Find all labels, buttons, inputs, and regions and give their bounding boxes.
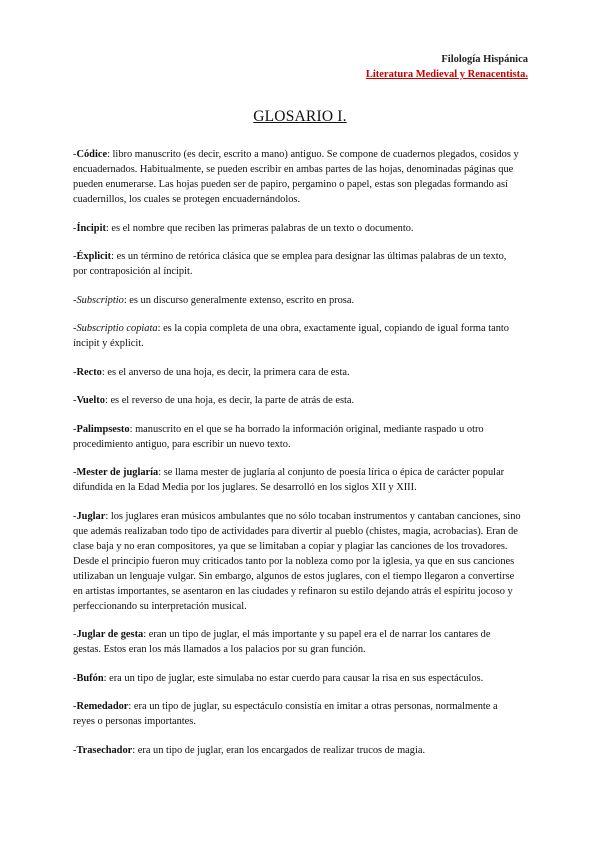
glossary-term: Íncipit bbox=[76, 222, 106, 234]
glossary-term: Mester de juglaría bbox=[76, 467, 159, 478]
glossary-entry-codice: -Códice: libro manuscrito (es decir, escrito a mano) antiguo. Se compone de cuadernos plegados, cosidos y encuadernados. Habitualmente, se pueden escribir en ambas partes de las hojas, denominadas páginas que pueden enumerarse. Las hojas pueden ser de papiro, pergamino o papel, estas son plegadas formando así cuadernillos, los cuales se protegen encuadernándolos. bbox=[73, 149, 519, 205]
glossary-term: Trasechador bbox=[76, 744, 133, 756]
glossary-term: Palimpsesto bbox=[76, 423, 130, 435]
glossary-term: Bufón bbox=[76, 672, 104, 684]
subject-name: Literatura Medieval y Renacentista. bbox=[365, 69, 528, 80]
glossary-term: Éxplicit bbox=[76, 251, 112, 262]
glossary-definition: : se llama mester de juglaría al conjunto de poesía lírica o épica de carácter popular difundida en la Edad Media por los juglares. Se desarrolló en los siglos XII y XIII. bbox=[73, 467, 505, 493]
glossary-entry-juglar-de-gesta: -Juglar de gesta: eran un tipo de juglar, el más importante y su papel era el de narrar los cantares de gestas. Estos eran los más llamados a los palacios por su gran función. bbox=[73, 629, 491, 655]
glossary-term: Juglar de gesta bbox=[76, 629, 144, 640]
glossary-entry-incipit: -Íncipit: es el nombre que reciben las primeras palabras de un texto o documento. bbox=[73, 222, 414, 234]
glossary-entry-mester-de-juglaria: -Mester de juglaría: se llama mester de juglaría al conjunto de poesía lírica o épica de carácter popular difundida en la Edad Media por los juglares. Se desarrolló en los siglos XII y XIII. bbox=[73, 467, 505, 493]
glossary-definition: : es un término de retórica clásica que se emplea para designar las últimas palabras de un texto, por contraposición al íncipit. bbox=[73, 251, 507, 277]
glossary-entry-subscriptio-copiata: -Subscriptio copiata: es la copia completa de una obra, exactamente igual, copiando de igual forma tanto íncipit y éxplicit. bbox=[73, 323, 509, 349]
glossary-entry-palimpsesto: -Palimpsesto: manuscrito en el que se ha borrado la información original, mediante raspado u otro procedimiento antiguo, para escribir un nuevo texto. bbox=[73, 423, 484, 450]
glossary-term: Juglar bbox=[76, 510, 106, 522]
glossary-entry-juglar: -Juglar: los juglares eran músicos ambulantes que no sólo tocaban instrumentos y cantaban canciones, sino que además realizaban todo tipo de actividades para divertir al pueblo (chistes, magia, acrobacias). Eran de clase baja y no eran compositores, ya que se limitaban a copiar y plagiar las canciones de los trovadores. Desde el principio fueron muy criticados tanto por la nobleza como por la iglesia, ya que en sus canciones utilizaban un lenguaje vulgar. Sin embargo, algunos de estos juglares, con el tiempo llegaron a convertirse en artistas importantes, se asentaron en las ciudades y refinaron su estilo dejando atrás el espíritu jocoso y perfeccionando su interpretación musical. bbox=[73, 510, 521, 612]
glossary-definition: : es la copia completa de una obra, exactamente igual, copiando de igual forma tanto íncipit y éxplicit. bbox=[73, 323, 509, 349]
glossary-term: Subscriptio bbox=[76, 294, 124, 306]
glossary-entry-bufon: -Bufón: era un tipo de juglar, este simulaba no estar cuerdo para causar la risa en sus espectáculos. bbox=[73, 672, 484, 684]
course-name: Filología Hispánica bbox=[441, 54, 528, 65]
glossary-definition: : libro manuscrito (es decir, escrito a mano) antiguo. Se compone de cuadernos plegados, cosidos y encuadernados. Habitualmente, se pueden escribir en ambas partes de las hojas, denominadas páginas que pueden enumerarse. Las hojas pueden ser de papiro, pergamino o papel, estas son plegadas formando así cuadernillos, los cuales se protegen encuadernándolos. bbox=[73, 149, 519, 205]
glossary-definition: : es el anverso de una hoja, es decir, la primera cara de esta. bbox=[101, 366, 350, 378]
glossary-definition: : manuscrito en el que se ha borrado la información original, mediante raspado u otro procedimiento antiguo, para escribir un nuevo texto. bbox=[73, 423, 484, 450]
document-title: GLOSARIO I. bbox=[253, 108, 347, 125]
glossary-definition: : es el nombre que reciben las primeras palabras de un texto o documento. bbox=[105, 222, 414, 234]
glossary-entry-trasechador: -Trasechador: era un tipo de juglar, eran los encargados de realizar trucos de magia. bbox=[73, 744, 426, 756]
glossary-list bbox=[73, 147, 521, 771]
glossary-definition: : es un discurso generalmente extenso, escrito en prosa. bbox=[123, 294, 355, 306]
glossary-definition: : es el reverso de una hoja, es decir, la parte de atrás de esta. bbox=[104, 395, 355, 406]
glossary-definition: : eran un tipo de juglar, el más importante y su papel era el de narrar los cantares de gestas. Estos eran los más llamados a los palacios por su gran función. bbox=[73, 629, 491, 655]
glossary-entry-explicit: -Éxplicit: es un término de retórica clásica que se emplea para designar las últimas palabras de un texto, por contraposición al íncipit. bbox=[73, 251, 507, 277]
glossary-term: Subscriptio copiata bbox=[76, 323, 158, 334]
glossary-definition: : era un tipo de juglar, este simulaba no estar cuerdo para causar la risa en sus espectáculos. bbox=[103, 672, 484, 684]
glossary-term: Vuelto bbox=[76, 395, 105, 406]
glossary-definition: : era un tipo de juglar, eran los encargados de realizar trucos de magia. bbox=[132, 744, 426, 756]
glossary-term: Códice bbox=[76, 149, 108, 160]
glossary-term: Recto bbox=[76, 366, 102, 378]
glossary-entry-recto: -Recto: es el anverso de una hoja, es decir, la primera cara de esta. bbox=[73, 366, 350, 378]
glossary-term: Remedador bbox=[76, 701, 129, 712]
glossary-entry-remedador: -Remedador: era un tipo de juglar, su espectáculo consistía en imitar a otras personas, normalmente a reyes o personas importantes. bbox=[73, 701, 498, 727]
glossary-entry-vuelto: -Vuelto: es el reverso de una hoja, es decir, la parte de atrás de esta. bbox=[73, 395, 355, 406]
glossary-entry-subscriptio: -Subscriptio: es un discurso generalmente extenso, escrito en prosa. bbox=[73, 294, 355, 306]
glossary-definition: : los juglares eran músicos ambulantes que no sólo tocaban instrumentos y cantaban canciones, sino que además realizaban todo tipo de actividades para divertir al pueblo (chistes, magia, acrobacias). Eran de clase baja y no eran compositores, ya que se limitaban a copiar y plagiar las canciones de los trovadores. Desde el principio fueron muy criticados tanto por la nobleza como por la iglesia, ya que en sus canciones utilizaban un lenguaje vulgar. Sin embargo, algunos de estos juglares, con el tiempo llegaron a convertirse en artistas importantes, se asentaron en las ciudades y refinaron su estilo dejando atrás el espíritu jocoso y perfeccionando su interpretación musical. bbox=[73, 510, 521, 612]
glossary-definition: : era un tipo de juglar, su espectáculo consistía en imitar a otras personas, normalmente a reyes o personas importantes. bbox=[73, 701, 498, 727]
page-header bbox=[366, 52, 528, 82]
